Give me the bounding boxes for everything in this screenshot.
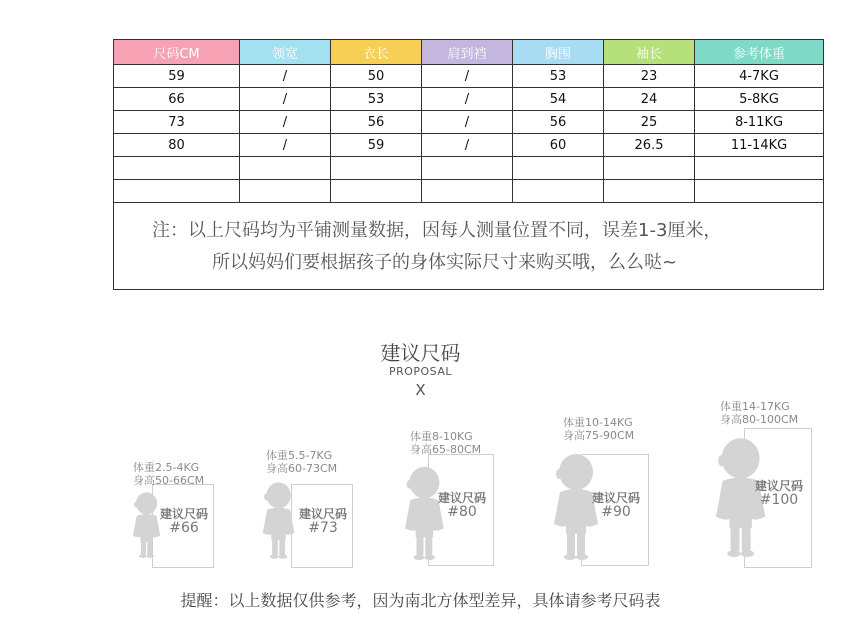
table-cell bbox=[695, 157, 824, 180]
weight-range: 体重8-10KG bbox=[410, 430, 473, 443]
table-cell: / bbox=[422, 88, 513, 111]
note-line-2: 所以妈妈们要根据孩子的身体实际尺寸来购买哦，么么哒~ bbox=[212, 252, 678, 273]
table-cell: 25 bbox=[604, 111, 695, 134]
table-cell bbox=[695, 180, 824, 203]
weight-range: 体重10-14KG bbox=[563, 416, 633, 429]
size-card-info bbox=[410, 430, 481, 456]
table-cell: 59 bbox=[331, 134, 422, 157]
height-range: 身高65-80CM bbox=[410, 443, 482, 456]
suggested-size-label bbox=[430, 491, 494, 519]
table-cell: 56 bbox=[513, 111, 604, 134]
proposal-x-mark: X bbox=[415, 381, 426, 399]
table-cell: 8-11KG bbox=[695, 111, 824, 134]
suggested-size-caption: 建议尺码 bbox=[298, 507, 347, 521]
size-card-info bbox=[720, 400, 798, 426]
proposal-title: 建议尺码 bbox=[380, 341, 461, 365]
table-cell bbox=[513, 157, 604, 180]
size-card-info bbox=[266, 449, 337, 475]
suggested-size-label bbox=[746, 479, 812, 507]
table-row bbox=[114, 134, 824, 157]
weight-range: 体重14-17KG bbox=[720, 400, 790, 413]
weight-range: 体重2.5-4KG bbox=[133, 461, 200, 474]
suggested-size-caption: 建议尺码 bbox=[437, 491, 486, 505]
table-cell: 80 bbox=[114, 134, 240, 157]
table-row bbox=[114, 180, 824, 203]
table-cell bbox=[422, 157, 513, 180]
suggested-size-value: #90 bbox=[601, 504, 631, 520]
table-row bbox=[114, 111, 824, 134]
table-cell: 60 bbox=[513, 134, 604, 157]
table-cell bbox=[240, 157, 331, 180]
table-cell bbox=[604, 180, 695, 203]
measurement-note bbox=[114, 203, 824, 290]
suggested-size-value: #66 bbox=[169, 520, 199, 536]
size-card-info bbox=[563, 416, 634, 442]
table-cell: 66 bbox=[114, 88, 240, 111]
footer-tip: 提醒：以上数据仅供参考，因为南北方体型差异，具体请参考尺码表 bbox=[180, 591, 661, 610]
table-cell: / bbox=[240, 88, 331, 111]
suggested-size-caption: 建议尺码 bbox=[591, 491, 640, 505]
table-cell: 23 bbox=[604, 65, 695, 88]
table-cell: 11-14KG bbox=[695, 134, 824, 157]
table-row bbox=[114, 88, 824, 111]
height-range: 身高50-66CM bbox=[133, 474, 205, 487]
table-header-cell: 胸围 bbox=[513, 40, 604, 65]
suggested-size-value: #73 bbox=[308, 520, 338, 536]
table-header-cell: 领宽 bbox=[240, 40, 331, 65]
table-cell bbox=[422, 180, 513, 203]
table-cell: 53 bbox=[513, 65, 604, 88]
table-cell: / bbox=[240, 134, 331, 157]
suggested-size-label bbox=[583, 491, 649, 519]
table-cell: / bbox=[422, 65, 513, 88]
size-card-info bbox=[133, 461, 204, 487]
table-cell: 26.5 bbox=[604, 134, 695, 157]
table-cell bbox=[114, 157, 240, 180]
proposal-subtitle: PROPOSAL bbox=[388, 365, 453, 378]
table-header-row bbox=[114, 40, 824, 65]
suggested-size-value: #80 bbox=[447, 504, 477, 520]
table-cell: 54 bbox=[513, 88, 604, 111]
size-chart-table bbox=[113, 39, 824, 290]
table-cell: / bbox=[422, 134, 513, 157]
table-note-row bbox=[114, 203, 824, 290]
suggested-size-label bbox=[293, 507, 353, 535]
suggested-size-caption: 建议尺码 bbox=[159, 507, 208, 521]
table-row bbox=[114, 65, 824, 88]
table-cell: 56 bbox=[331, 111, 422, 134]
table-cell bbox=[331, 180, 422, 203]
table-cell: 53 bbox=[331, 88, 422, 111]
table-cell bbox=[331, 157, 422, 180]
table-cell: 73 bbox=[114, 111, 240, 134]
table-cell: 50 bbox=[331, 65, 422, 88]
table-cell: / bbox=[422, 111, 513, 134]
note-line-1: 注：以上尺码均为平铺测量数据，因每人测量位置不同，误差1-3厘米， bbox=[152, 220, 722, 241]
height-range: 身高60-73CM bbox=[266, 462, 338, 475]
height-range: 身高75-90CM bbox=[563, 429, 635, 442]
height-range: 身高80-100CM bbox=[720, 413, 799, 426]
table-header-cell: 参考体重 bbox=[695, 40, 824, 65]
table-cell bbox=[114, 180, 240, 203]
table-cell: 24 bbox=[604, 88, 695, 111]
table-cell: 59 bbox=[114, 65, 240, 88]
table-header-cell: 衣长 bbox=[331, 40, 422, 65]
table-header-cell: 袖长 bbox=[604, 40, 695, 65]
table-header-cell: 尺码CM bbox=[114, 40, 240, 65]
table-cell bbox=[513, 180, 604, 203]
table-row bbox=[114, 157, 824, 180]
table-cell: / bbox=[240, 65, 331, 88]
suggested-size-label bbox=[154, 507, 214, 535]
weight-range: 体重5.5-7KG bbox=[266, 449, 333, 462]
table-cell: 5-8KG bbox=[695, 88, 824, 111]
table-cell bbox=[240, 180, 331, 203]
table-cell: 4-7KG bbox=[695, 65, 824, 88]
table-cell: / bbox=[240, 111, 331, 134]
table-cell bbox=[604, 157, 695, 180]
suggested-size-value: #100 bbox=[759, 492, 799, 508]
suggested-size-caption: 建议尺码 bbox=[754, 479, 803, 493]
table-header-cell: 肩到裆 bbox=[422, 40, 513, 65]
